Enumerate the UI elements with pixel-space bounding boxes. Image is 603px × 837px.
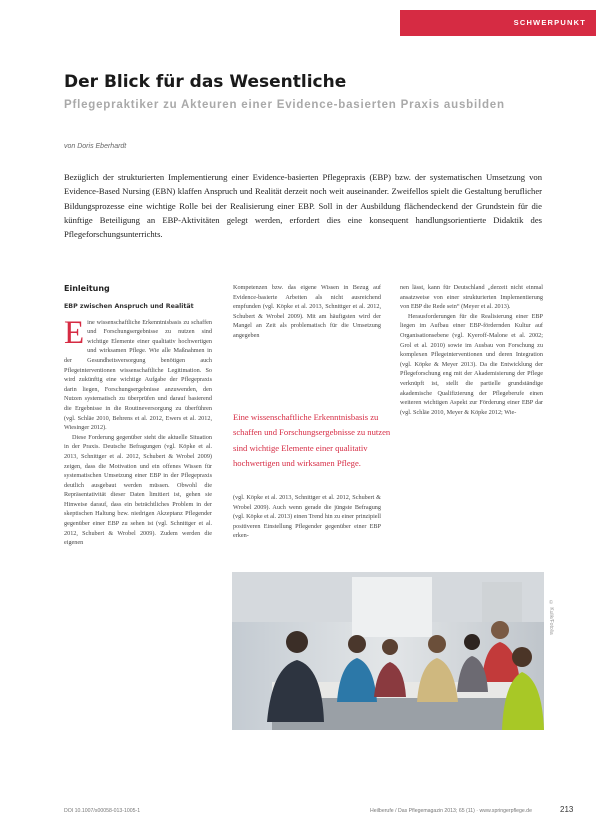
column-2-top xyxy=(233,283,381,341)
classroom-photo xyxy=(232,572,544,730)
footer-journal: Heilberufe / Das Pflegemagazin 2013; 65 (11) · www.springerpflege.de xyxy=(370,808,532,814)
paragraph: nen lässt, kann für Deutschland „derzeit nicht einmal ansatzweise von einer strukturierten Implementierung von EBP die Rede sein“ (Meyer et al. 2013). xyxy=(400,284,543,311)
section-header-band xyxy=(400,10,596,36)
paragraph: (vgl. Köpke et al. 2013, Schnittger et al. 2012, Schubert & Wrobel 2009). Auch wenn gerade die jüngste Befragung (vgl. Köpke et al. 2013) einen Trend hin zu einer prinzipiell positiveren Einstellung Pflegender gegenüber einer EBP erken- xyxy=(233,494,381,540)
article-lead: Bezüglich der strukturierten Implementierung einer Evidence-basierten Pflegepraxis (EBP) bzw. der systematischen Umsetzung von Evidence-Based Nursing (EBN) klaffen Anspruch und Realität derzeit noch weit auseinander. Zweifellos spielt die Gestaltung beruflicher Bildungsprozesse eine wichtige Rolle bei der Realisierung einer EBP. Soll in der Ausbildung flächendeckend der Grundstein für die künftige Beteiligung an EBP-Aktivitäten gelegt werden, erfordert dies eine konsequent handlungsorientierte Didaktik des Pflegeforschungsunterrichts. xyxy=(64,172,542,240)
classroom-photo-image xyxy=(232,572,544,730)
article-subtitle: Pflegepraktiker zu Akteuren einer Evidence-basierten Praxis ausbilden xyxy=(64,99,505,111)
paragraph: Herausforderungen für die Realisierung einer EBP liegen im Aufbau einer EBP-fördernden Kultur auf Organisationsebene (vgl. Kyeroff-Malone et al. 2002; Grol et al. 2010) sowie im Ausbau von Forschung zu komplexen Pflegeinterventionen und deren Integration (vgl. Köpke & Meyer 2013). Da die Entwicklung der Pflegeforschung eng mit der Akademisierung der Pflege verknüpft ist, stellt die partielle grundständige akademische Qualifizierung der Pflegeberufe einen weiteren wichtigen Aspekt zur Förderung einer EBP dar (vgl. Schläe 2010, Meyer & Köpke 2012; Wie- xyxy=(400,312,543,416)
footer-doi: DOI 10.1007/s00058-013-1005-1 xyxy=(64,808,141,814)
paragraph: Diese Forderung gegenüber steht die aktuelle Situation in der Praxis. Deutsche Befragungen (vgl. Köpke et al. 2013, Schnittger et al. 2012, Schubert & Wrobel 2009) zeigen, dass die Motivation und ein offenes Wissen für systematischen Umsetzung einer EBP in der Pflegepraxis deutlich ausgebaut werden müssen. Obwohl die Repräsentativität dieser Daten limitiert ist, gehen sie Hinweise darauf, dass ein beträchtliches Problem in der skeptischen Haltung bzw. niedrigen Akzeptanz Pflegender gegenüber einer EBP zu sehen ist (vgl. Schnittger et al. 2012, Schubert & Wrobel 2009). Zudem werden die eigenen xyxy=(64,433,212,547)
paragraph: Kompetenzen bzw. das eigene Wissen in Bezug auf Evidence-basierte Arbeiten als nicht ausreichend empfunden (vgl. Köpke et al. 2013, Schnittger et al. 2012, Schubert & Wrobel 2009). Mit am häufigsten wird der Mangel an Zeit als problematisch für die Umsetzung angegeben xyxy=(233,284,381,339)
section-subheading: EBP zwischen Anspruch und Realität xyxy=(64,302,194,310)
intro-paragraph xyxy=(64,314,212,433)
section-label: SCHWERPUNKT xyxy=(513,18,586,27)
article-title: Der Blick für das Wesentliche xyxy=(64,72,347,92)
page-number: 213 xyxy=(560,805,574,814)
intro-paragraph-text: ine wissenschaftliche Erkenntnisbasis zu schaffen und Forschungsergebnisse zu nutzen sind wichtige Elemente einer qualitativ hochwertigen und wirksamen Pflege. Wie alle Maßnahmen in der Gesundheitsversorgung benötigen auch Pflegeinterventionen wissenschaftliche Legitimation. So wird zukünftig eine wichtige Aufgabe der Pflegepraxis darin liegen, Forschungsergebnisse anzuwenden, den Nutzen systematisch zu überprüfen und darauf basierend die Ergebnisse in die Routineversorgung zu überführen (vgl. Schläe 2010, Behrens et al. 2012, Ewers et al. 2012, Wiesinger 2012). xyxy=(64,318,212,432)
photo-credit: © Kulik/Fotolia xyxy=(548,600,554,635)
dropcap: E xyxy=(64,314,85,351)
pull-quote: Eine wissenschaftliche Erkenntnisbasis zu schaffen und Forschungsergebnisse zu nutzen sind wichtige Elemente einer qualitativ hochwertigen und wirksamen Pflege. xyxy=(233,412,391,469)
article-author: von Doris Eberhardt xyxy=(64,143,127,150)
column-1 xyxy=(64,284,212,548)
column-2-bottom xyxy=(233,493,381,541)
section-heading: Einleitung xyxy=(64,284,110,293)
column-3 xyxy=(400,283,543,417)
